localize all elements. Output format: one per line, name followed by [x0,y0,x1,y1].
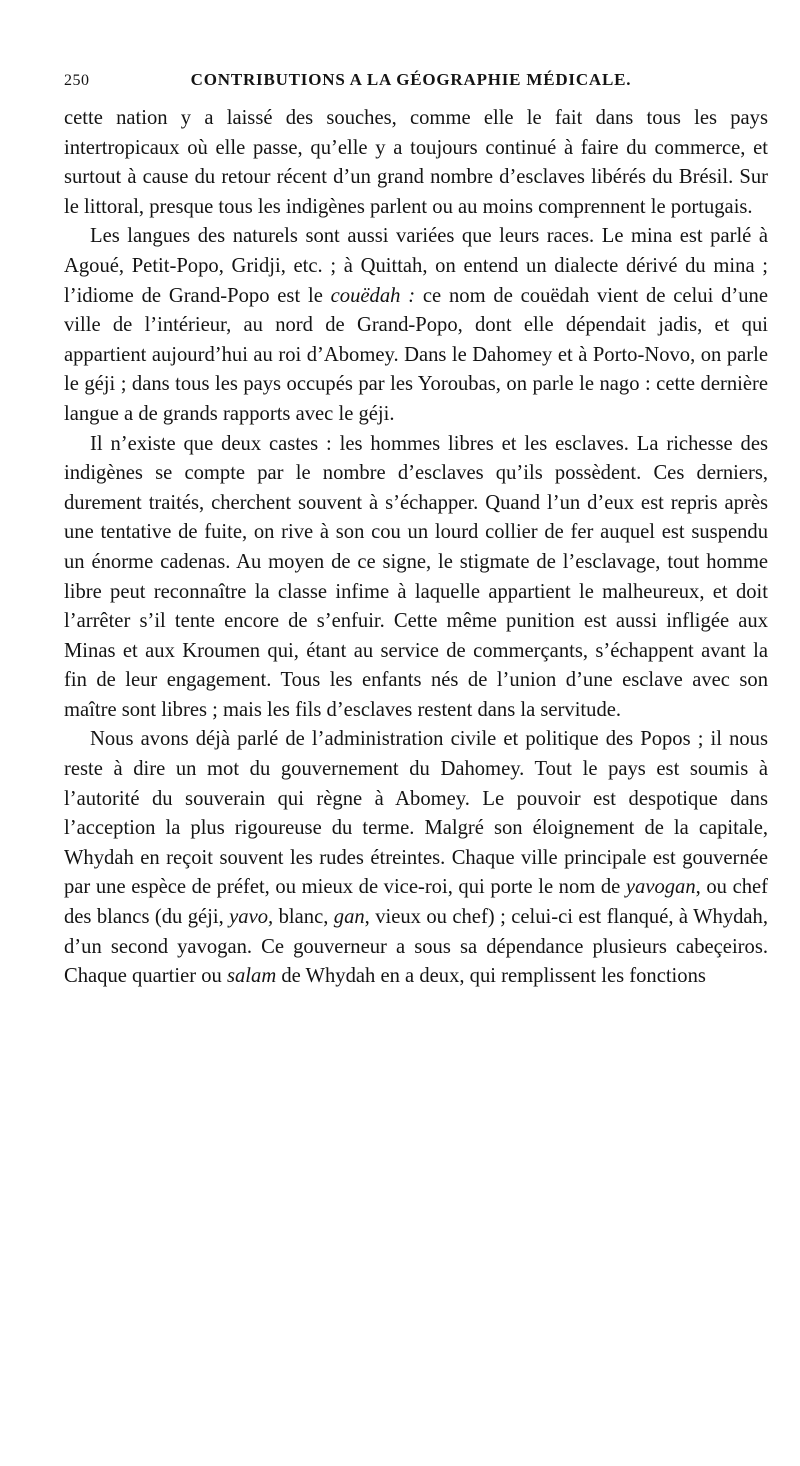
page-number: 250 [64,72,90,89]
italic-term-salam: salam [226,965,277,988]
paragraph-2 [64,222,768,429]
paragraph-text: , vieux ou chef) ; celui-ci est flanqué, à Whydah, d’un second yavogan. Ce gouverneur a sous sa dépendance plusieurs cabeçeiros. Chaque quartier ou [64,906,769,988]
italic-term-yavogan: yavogan [625,876,696,899]
paragraph-text: ce nom de couëdah vient de celui d’une ville de l’intérieur, au nord de Grand-Popo, dont elle dépendait jadis, et qui appartient aujourd’hui au roi d’Abomey. Dans le Dahomey et à Porto-Novo, on parle le géji ; dans tous les pays occupés par les Yoroubas, on parle le nago : cette dernière langue a de grands rapports avec le géji. [64,284,768,425]
paragraph-text: Nous avons déjà parlé de l’administration civile et politique des Popos ; il nous reste à dire un mot du gouvernement du Dahomey. Tout le pays est soumis à l’autorité du souverain qui règne à Abomey. Le pouvoir est despotique dans l’acception la plus rigoureuse du terme. Malgré son éloignement de la capitale, Whydah en reçoit souvent les rudes étreintes. Chaque ville principale est gouvernée par une espèce de préfet, ou mieux de vice-roi, qui porte le nom de [64,728,768,899]
paragraph-text: cette nation y a laissé des souches, comme elle le fait dans tous les pays intertropicaux où elle passe, qu’elle y a toujours continué à faire du commerce, et surtout à cause du retour récent d’un grand nombre d’esclaves libérés du Brésil. Sur le littoral, presque tous les indigènes parlent ou au moins comprennent le portugais. [64,107,768,218]
paragraph-text: Les langues des naturels sont aussi variées que leurs races. Le mina est parlé à Agoué, Petit-Popo, Gridji, etc. ; à Quittah, on entend un dialecte dérivé du mina ; l’idiome de Grand-Popo est le [64,225,768,307]
paragraph-1 [64,104,768,222]
paragraph-3 [64,430,768,726]
italic-term-yavo: yavo, [229,906,274,929]
italic-term-gan: gan [333,906,365,929]
running-title: CONTRIBUTIONS A LA GÉOGRAPHIE MÉDICALE. [190,70,632,89]
italic-term-couedah: couëdah : [330,284,416,307]
body-text [64,104,768,992]
page-header [64,70,768,104]
book-page [64,70,768,992]
paragraph-text: de Whydah en a deux, qui remplissent les fonctions [276,965,706,988]
paragraph-text: Il n’existe que deux castes : les hommes libres et les esclaves. La richesse des indigènes se compte par le nombre d’esclaves qu’ils possèdent. Ces derniers, durement traités, cherchent souvent à s’échapper. Quand l’un d’eux est repris après une tentative de fuite, on rive à son cou un lourd collier de fer auquel est suspendu un énorme cadenas. Au moyen de ce signe, le stigmate de l’esclavage, tout homme libre peut reconnaître la classe infime à laquelle appartient le malheureux, et doit l’arrêter s’il tente encore de s’enfuir. Cette même punition est aussi infligée aux Minas et aux Kroumen qui, étant au service de commerçants, s’échappent avant la fin de leur engagement. Tous les enfants nés de l’union d’une esclave avec son maître sont libres ; mais les fils d’esclaves restent dans la servitude. [64,432,768,721]
paragraph-4 [64,725,768,991]
paragraph-text: blanc, [273,906,334,929]
paragraph-text: , ou chef des blancs (du géji, [64,876,768,929]
